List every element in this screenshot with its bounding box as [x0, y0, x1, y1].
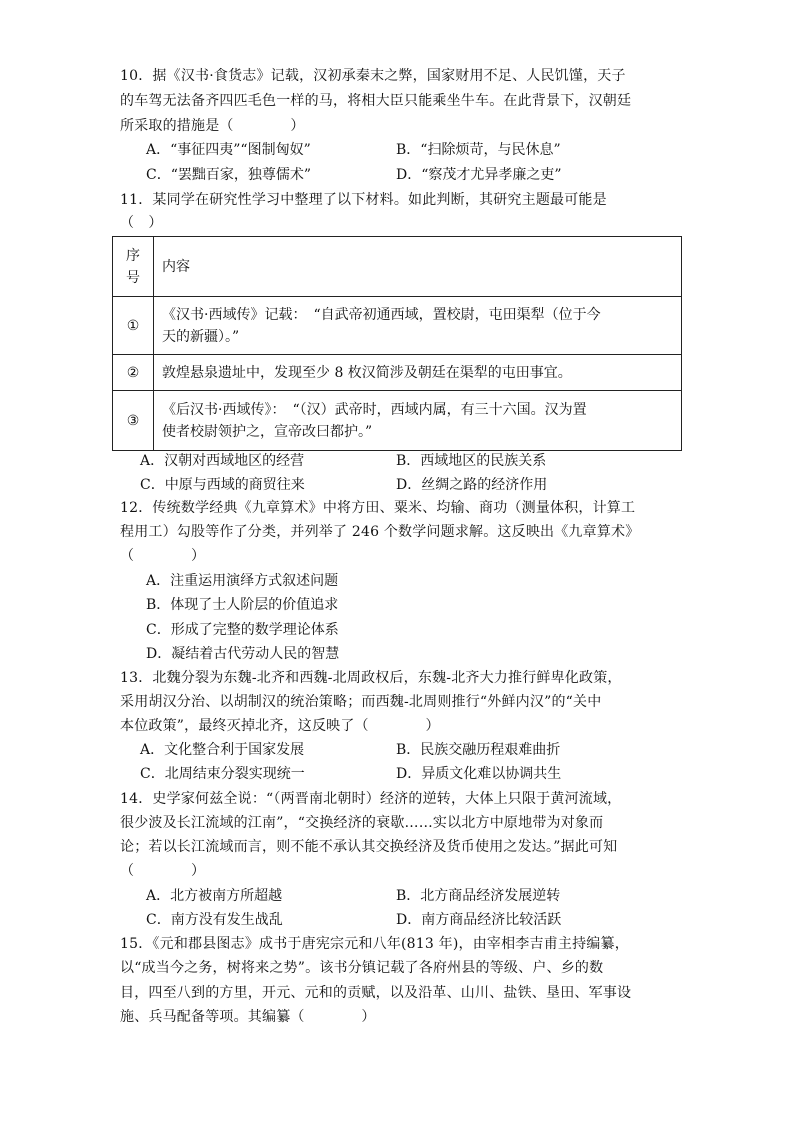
q14-stem-line-2: 很少波及长江流域的江南”，“交换经济的衰歇……实以北方中原地带为对象而	[120, 815, 604, 831]
table-header-row	[113, 237, 682, 297]
q10-option-d[interactable]: D．“察茂才尤异孝廉之吏”	[396, 167, 562, 183]
q15-stem-line-3: 目，四至八到的方里，开元、元和的贡赋，以及沿革、山川、盐铁、垦田、军事设	[120, 985, 632, 1001]
q10-option-a[interactable]: A．“事征四夷”“图制匈奴”	[146, 142, 311, 158]
q10-option-c[interactable]: C．“罢黜百家，独尊儒术”	[146, 167, 312, 183]
q10-stem-line-1: 10．据《汉书·食货志》记载，汉初承秦末之弊，国家财用不足、人民饥馑，天子	[120, 68, 626, 84]
q11-option-a[interactable]: A．汉朝对西域地区的经营	[140, 453, 305, 469]
q11-option-b[interactable]: B．西域地区的民族关系	[396, 453, 547, 469]
q14-option-b[interactable]: B．北方商品经济发展逆转	[396, 888, 561, 904]
q12-option-b[interactable]: B．体现了士人阶层的价值追求	[146, 597, 339, 613]
q14-option-c[interactable]: C．南方没有发生战乱	[146, 912, 283, 928]
q13-stem-line-2: 采用胡汉分治、以胡制汉的统治策略；而西魏-北周则推行“外鲜内汉”的“关中	[120, 694, 602, 710]
q11-option-c[interactable]: C．中原与西域的商贸往来	[140, 477, 305, 493]
q11-material-table	[112, 236, 682, 451]
q13-option-b[interactable]: B．民族交融历程艰难曲折	[396, 742, 561, 758]
row-content	[154, 297, 682, 355]
q13-option-a[interactable]: A．文化整合利于国家发展	[140, 742, 305, 758]
header-number-char-1: 序	[126, 247, 140, 264]
row-number: ②	[113, 355, 154, 391]
row-content	[154, 355, 682, 391]
q15-stem-line-4: 施、兵马配备等项。其编纂（ ）	[120, 1009, 376, 1025]
row-number: ③	[113, 391, 154, 451]
q14-option-a[interactable]: A．北方被南方所超越	[146, 888, 283, 904]
q14-stem-line-1: 14．史学家何兹全说：“（两晋南北朝时）经济的逆转，大体上只限于黄河流域，	[120, 791, 622, 807]
row-content	[154, 391, 682, 451]
table-row	[113, 391, 682, 451]
q10-stem-line-2: 的车驾无法备齐四匹毛色一样的马，将相大臣只能乘坐牛车。在此背景下，汉朝廷	[120, 93, 632, 109]
q11-option-d[interactable]: D．丝绸之路的经济作用	[396, 477, 548, 493]
q12-option-d[interactable]: D．凝结着古代劳动人民的智慧	[146, 646, 340, 662]
row-content-line: 使者校尉领护之，宣帝改曰都护。”	[162, 423, 373, 440]
q15-stem-line-1: 15．《元和郡县图志》成书于唐宪宗元和八年(813 年)，由宰相李吉甫主持编纂，	[120, 936, 629, 952]
table-row	[113, 355, 682, 391]
q15-stem-line-2: 以“成当今之务，树将来之势”。该书分镇记载了各府州县的等级、户、乡的数	[120, 960, 604, 976]
q13-option-d[interactable]: D．异质文化难以协调共生	[396, 766, 562, 782]
q13-stem-line-1: 13．北魏分裂为东魏-北齐和西魏-北周政权后，东魏-北齐大力推行鲜卑化政策，	[120, 670, 622, 686]
q12-stem-line-1: 12．传统数学经典《九章算术》中将方田、粟米、均输、商功（测量体积，计算工	[120, 500, 636, 516]
table-row	[113, 297, 682, 355]
q14-stem-line-3: 论；若以长江流域而言，则不能不承认其交换经济及货币使用之发达。”据此可知	[120, 839, 618, 855]
q10-stem-line-3: 所采取的措施是（ ）	[120, 118, 305, 134]
row-content-line: 天的新疆）。”	[162, 328, 240, 345]
q14-option-d[interactable]: D．南方商品经济比较活跃	[396, 912, 562, 928]
row-number: ①	[113, 297, 154, 355]
q12-stem-line-2: 程用工）勾股等作了分类，并列举了 246 个数学问题求解。这反映出《九章算术》	[120, 524, 640, 540]
row-content-line: 敦煌悬泉遗址中，发现至少 8 枚汉简涉及朝廷在渠犁的屯田事宜。	[162, 364, 572, 381]
q12-stem-line-3: （ ）	[120, 548, 206, 564]
row-content-line: 《汉书·西域传》记载： “自武帝初通西域，置校尉，屯田渠犁（位于今	[162, 306, 601, 323]
table-header-number	[113, 237, 154, 297]
row-content-line: 《后汉书·西域传》： “（汉）武帝时，西域内属，有三十六国。汉为置	[162, 401, 587, 418]
header-number-char-2: 号	[126, 269, 140, 286]
q14-stem-line-4: （ ）	[120, 863, 206, 879]
q13-option-c[interactable]: C．北周结束分裂实现统一	[140, 766, 305, 782]
q11-stem-line-1: 11．某同学在研究性学习中整理了以下材料。如此判断，其研究主题最可能是	[120, 192, 607, 208]
q12-option-c[interactable]: C．形成了完整的数学理论体系	[146, 622, 339, 638]
q11-stem-line-2: （ ）	[120, 215, 163, 231]
q10-option-b[interactable]: B．“扫除烦苛，与民休息”	[396, 142, 561, 158]
q12-option-a[interactable]: A．注重运用演绎方式叙述问题	[146, 573, 339, 589]
q13-stem-line-3: 本位政策”，最终灭掉北齐，这反映了（ ）	[120, 718, 440, 734]
table-header-content: 内容	[154, 237, 682, 297]
